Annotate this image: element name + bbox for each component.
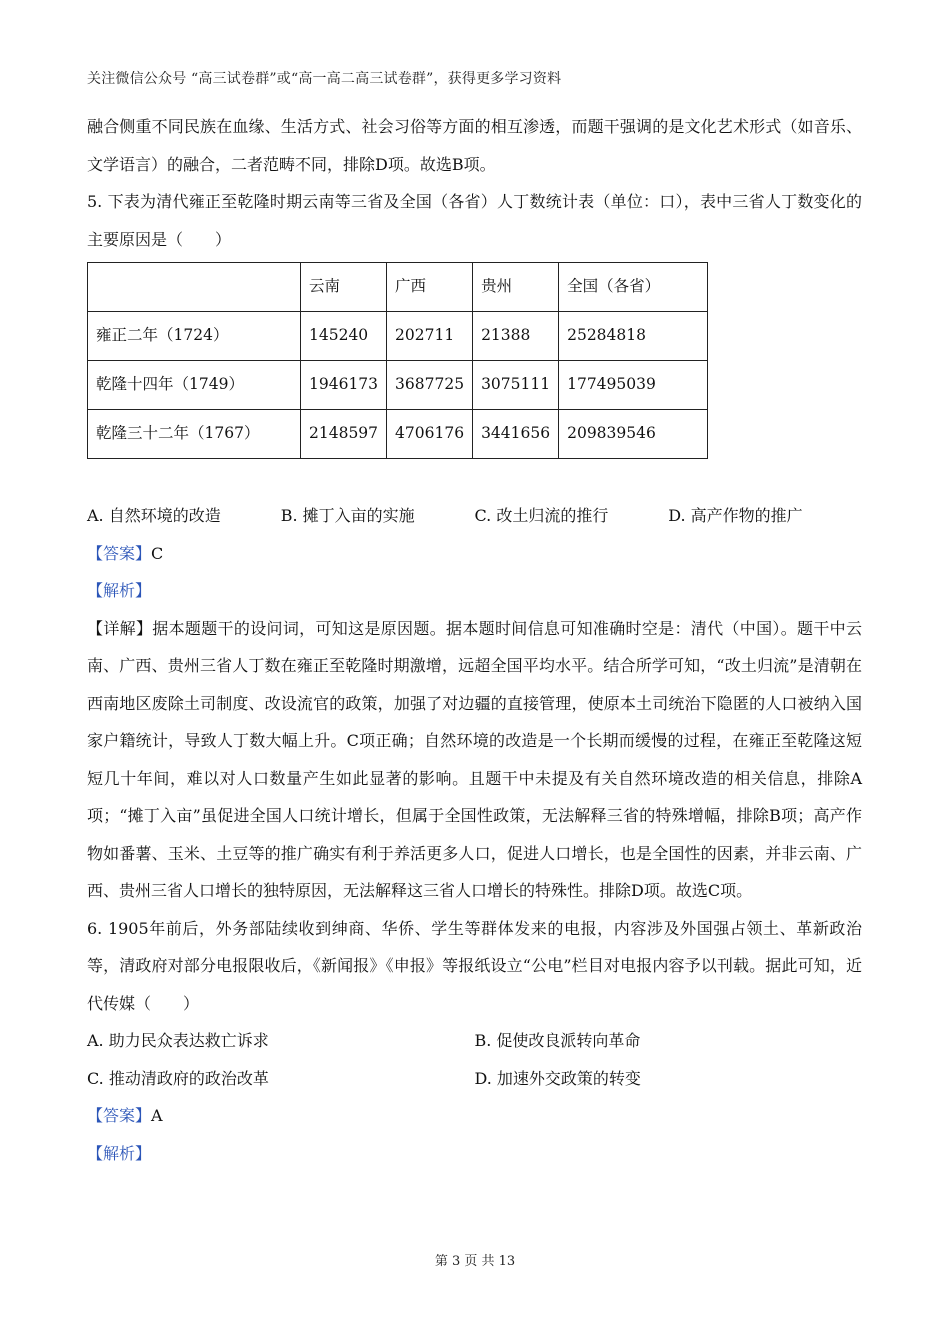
table-cell: 202711 bbox=[387, 312, 473, 361]
q6-stem: 6. 1905年前后，外务部陆续收到绅商、华侨、学生等群体发来的电报，内容涉及外国强占领土、革新政治等，清政府对部分电报限收后，《新闻报》《申报》等报纸设立“公电”栏目对电报内容予以刊载。据此可知，近代传媒（ ） bbox=[87, 918, 862, 1013]
q5-option-a: A. 自然环境的改造 bbox=[87, 506, 221, 525]
q6-answer bbox=[87, 1097, 862, 1135]
table-cell: 3075111 bbox=[473, 361, 559, 410]
census-table bbox=[87, 262, 708, 459]
q5-option-c: C. 改土归流的推行 bbox=[474, 506, 609, 525]
answer-value: C bbox=[151, 543, 164, 563]
table-header-cell bbox=[88, 263, 301, 312]
table-cell: 209839546 bbox=[559, 410, 708, 459]
table-cell: 25284818 bbox=[559, 312, 708, 361]
table-cell: 177495039 bbox=[559, 361, 708, 410]
q5-analysis-heading bbox=[87, 572, 862, 610]
table-header-row bbox=[88, 263, 708, 312]
q6-options-row-1 bbox=[87, 1022, 862, 1060]
table-cell: 乾隆三十二年（1767） bbox=[88, 410, 301, 459]
answer-tag: 【答案】 bbox=[87, 1106, 152, 1125]
answer-tag: 【答案】 bbox=[87, 543, 152, 563]
document-body bbox=[87, 108, 862, 1172]
table-row bbox=[88, 410, 708, 459]
table-cell: 4706176 bbox=[387, 410, 473, 459]
table-header-cell: 广西 bbox=[387, 263, 473, 312]
q6-option-d: D. 加速外交政策的转变 bbox=[474, 1068, 641, 1088]
table-cell: 145240 bbox=[301, 312, 387, 361]
table-cell: 3687725 bbox=[387, 361, 473, 410]
q5-options bbox=[87, 497, 862, 535]
table-cell: 1946173 bbox=[301, 361, 387, 410]
q6-option-a: A. 助力民众表达救亡诉求 bbox=[87, 1031, 269, 1050]
q5-option-d: D. 高产作物的推广 bbox=[668, 506, 803, 525]
detail-text: 据本题题干的设问词，可知这是原因题。据本题时间信息可知准确时空是：清代（中国）。题干中云南、广西、贵州三省人丁数在雍正至乾隆时期激增，远超全国平均水平。结合所学可知，“改土归流”是清朝在西南地区废除土司制度、改设流官的政策，加强了对边疆的直接管理，使原本土司统治下隐匿的人口被纳入国家户籍统计，导致人丁数大幅上升。C项正确；自然环境的改造是一个长期而缓慢的过程，在雍正至乾隆这短短几十年间，难以对人口数量产生如此显著的影响。且题干中未提及有关自然环境改造的相关信息，排除A项；“摊丁入亩”虽促进全国人口统计增长，但属于全国性政策，无法解释三省的特殊增幅，排除B项；高产作物如番薯、玉米、土豆等的推广确实有利于养活更多人口，促进人口增长，也是全国性的因素，并非云南、广西、贵州三省人口增长的独特原因，无法解释这三省人口增长的特殊性。排除D项。故选C项。 bbox=[87, 618, 862, 900]
table-cell: 雍正二年（1724） bbox=[88, 312, 301, 361]
analysis-tag: 【解析】 bbox=[87, 1143, 152, 1163]
q6-analysis-heading bbox=[87, 1135, 862, 1173]
q5-stem: 5. 下表为清代雍正至乾隆时期云南等三省及全国（各省）人丁数统计表（单位：口），表中三省人丁数变化的主要原因是（ ） bbox=[87, 192, 862, 249]
table-cell: 21388 bbox=[473, 312, 559, 361]
table-row bbox=[88, 312, 708, 361]
table-cell: 乾隆十四年（1749） bbox=[88, 361, 301, 410]
table-cell: 3441656 bbox=[473, 410, 559, 459]
header-notice: 关注微信公众号 “高三试卷群”或“高一高二高三试卷群”，获得更多学习资料 bbox=[87, 71, 562, 87]
table-header-cell: 贵州 bbox=[473, 263, 559, 312]
table-header-cell: 全国（各省） bbox=[559, 263, 708, 312]
table-row bbox=[88, 361, 708, 410]
table-cell: 2148597 bbox=[301, 410, 387, 459]
answer-value: A bbox=[151, 1106, 163, 1125]
intro-paragraph: 融合侧重不同民族在血缘、生活方式、社会习俗等方面的相互渗透，而题干强调的是文化艺术形式（如音乐、文学语言）的融合，二者范畴不同，排除D项。故选B项。 bbox=[87, 117, 862, 174]
analysis-tag: 【解析】 bbox=[87, 581, 152, 600]
q5-option-b: B. 摊丁入亩的实施 bbox=[280, 506, 415, 525]
q6-options-row-2 bbox=[87, 1060, 862, 1098]
q5-detail bbox=[87, 610, 862, 910]
q6-option-b: B. 促使改良派转向革命 bbox=[474, 1031, 641, 1050]
page-number: 第 3 页 共 13 bbox=[434, 1254, 516, 1269]
detail-tag: 【详解】 bbox=[87, 618, 153, 638]
table-header-cell: 云南 bbox=[301, 263, 387, 312]
q6-option-c: C. 推动清政府的政治改革 bbox=[87, 1068, 269, 1088]
q5-answer bbox=[87, 535, 862, 573]
